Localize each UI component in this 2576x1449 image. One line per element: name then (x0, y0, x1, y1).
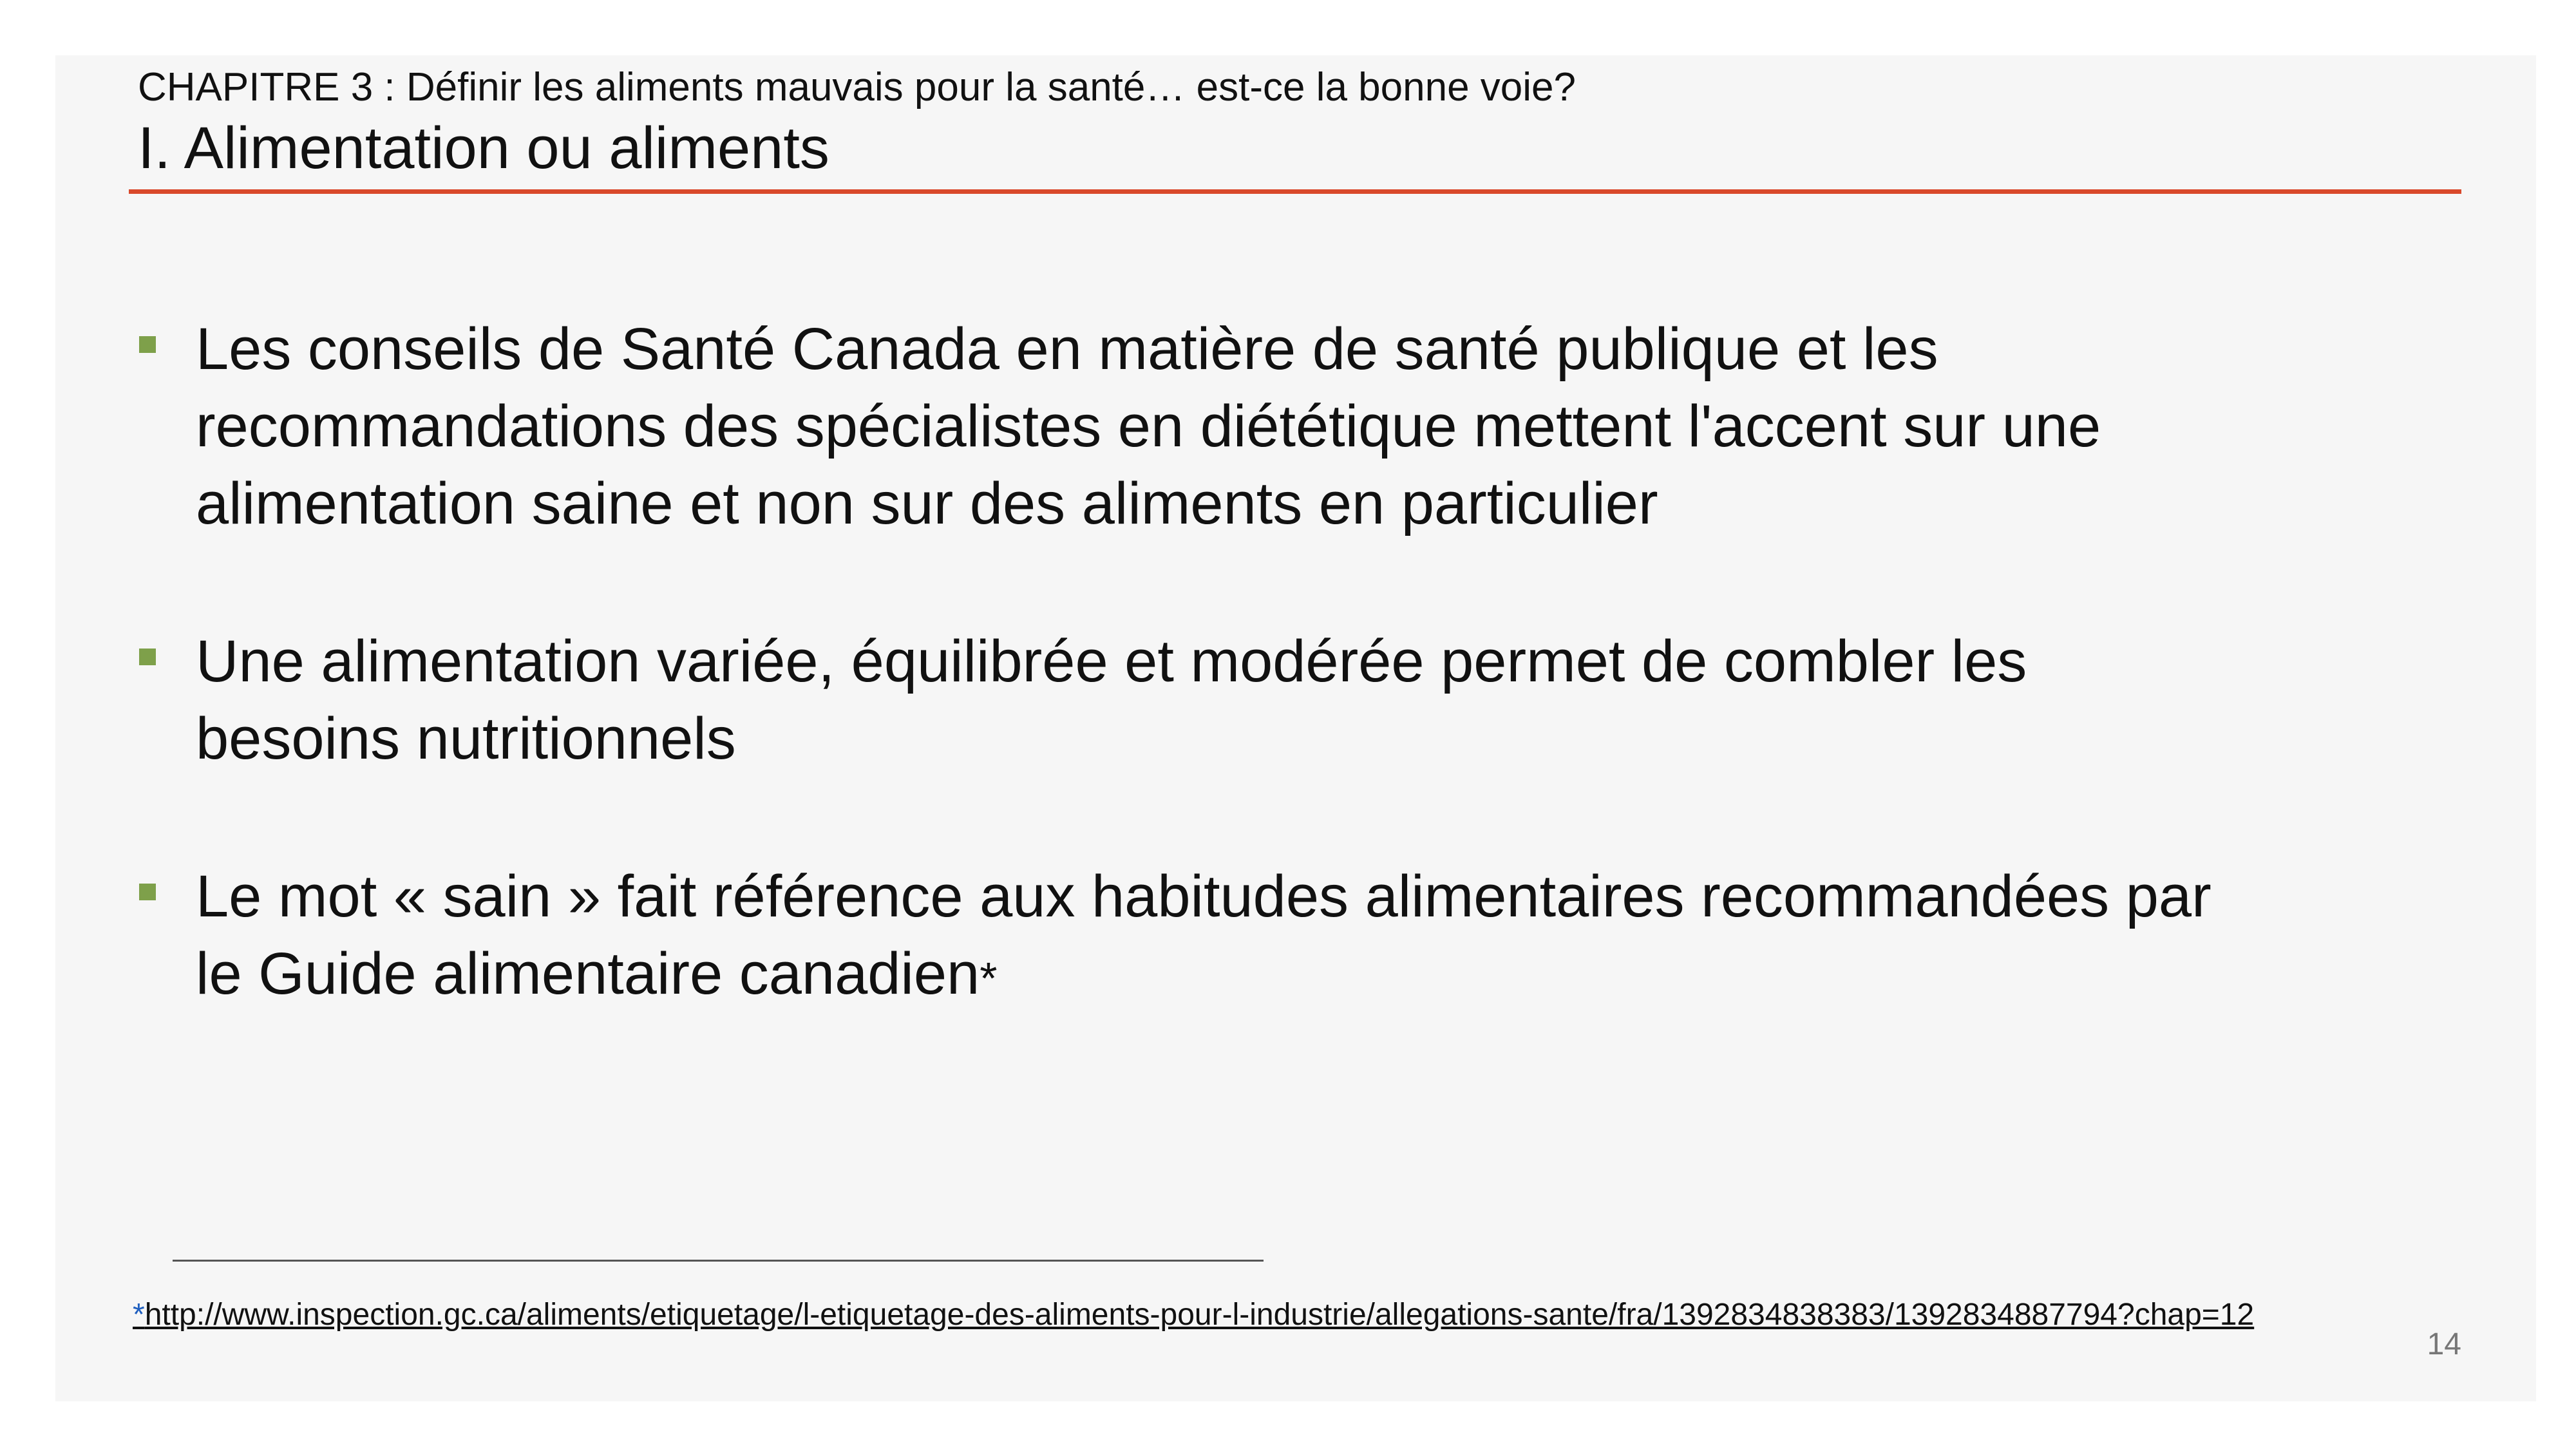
bullet-line: recommandations des spécialistes en diététique mettent l'accent sur une (196, 393, 2101, 459)
square-bullet-icon (139, 884, 156, 900)
footnote-star: * (133, 1298, 145, 1332)
bullet-line: besoins nutritionnels (196, 706, 736, 772)
bullet-item (139, 858, 2432, 1017)
title-underline (129, 189, 2461, 194)
bullet-line: Le mot « sain » fait référence aux habitudes alimentaires recommandées par (196, 864, 2211, 929)
bullet-line: Une alimentation variée, équilibrée et modérée permet de combler les (196, 629, 2027, 694)
bullet-item (139, 623, 2432, 777)
footnote-separator (173, 1260, 1264, 1262)
bullet-line: alimentation saine et non sur des aliments en particulier (196, 471, 1658, 536)
bullet-line: Les conseils de Santé Canada en matière de santé publique et les (196, 316, 1938, 382)
bullet-line: le Guide alimentaire canadien (196, 941, 980, 1007)
chapter-title: CHAPITRE 3 : Définir les aliments mauvais pour la santé… est-ce la bonne voie? (138, 65, 1576, 109)
square-bullet-icon (139, 336, 156, 353)
footnote-link[interactable] (133, 1297, 2254, 1332)
bullet-list (139, 310, 2432, 1097)
footnote-marker: * (980, 953, 998, 1003)
page-number: 14 (2427, 1327, 2461, 1361)
bullet-item (139, 310, 2432, 542)
footnote-url[interactable]: http://www.inspection.gc.ca/aliments/etiquetage/l-etiquetage-des-aliments-pour-l-industrie/allegations-sante/fra/1392834838383/1392834887794?chap=12 (144, 1298, 2255, 1332)
square-bullet-icon (139, 649, 156, 665)
slide (55, 55, 2536, 1401)
section-title: I. Alimentation ou aliments (138, 115, 829, 181)
